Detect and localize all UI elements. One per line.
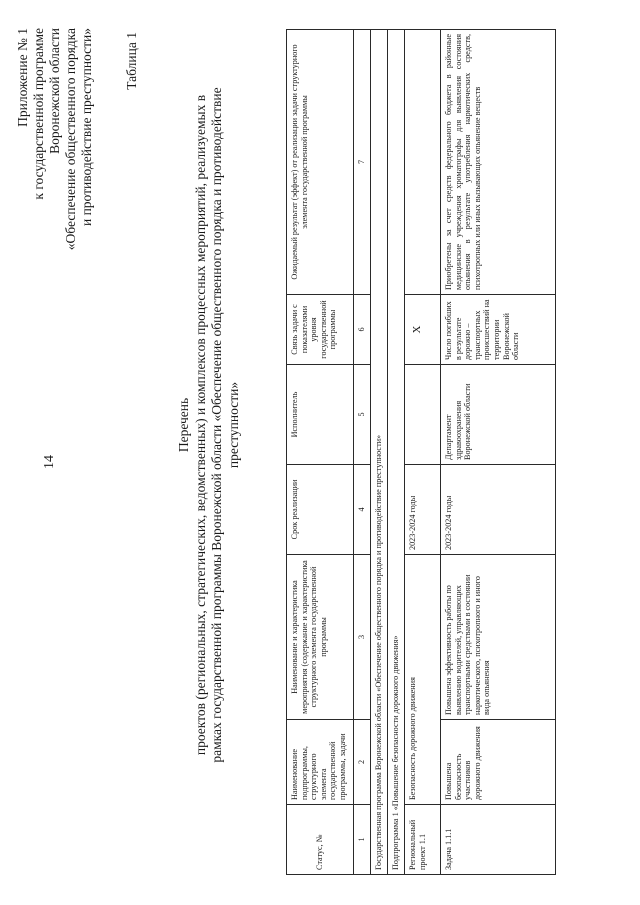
project-name: Безопасность дорожного движения: [405, 555, 441, 805]
title-heading: Перечень: [176, 397, 191, 453]
project-term: 2023-2024 годы: [405, 465, 441, 555]
task-result: Приобретены за счет средств федерального бюджета в районные медицинские учреждения хроматографы для выявления состояния опьянения в результате употребления наркотических средств, психотропных или иных вызывающих опьянение веществ: [441, 30, 556, 295]
header-name: Наименование подпрограммы, структурного элемента государственной программы, задачи: [287, 720, 354, 805]
subprogram-title: Подпрограмма 1 «Повышение безопасности дорожного движения»: [388, 30, 405, 875]
appendix-line: «Обеспечение общественного порядка: [63, 28, 78, 251]
appendix-line: и противодействие преступности»: [79, 28, 94, 227]
project-executor: [405, 365, 441, 465]
program-row: [371, 30, 388, 875]
project-status: Региональный проект 1.1: [405, 805, 441, 875]
column-number: 4: [354, 465, 371, 555]
task-measure: Повышена эффективность работы по выявлению водителей, управляющих транспортными средствами в состоянии наркотического, психотропного и иного вида опьянения: [441, 555, 556, 720]
subprogram-row: [388, 30, 405, 875]
column-number: 6: [354, 295, 371, 365]
task-name: Повышена безопасность участников дорожного движения: [441, 720, 556, 805]
table-header-row: [287, 30, 354, 875]
table-label: Таблица 1: [124, 32, 139, 90]
header-link: Связь задачи с показателями уровня государственной программы: [287, 295, 354, 365]
header-status: Статус, №: [287, 805, 354, 875]
page-number: 14: [42, 455, 57, 469]
column-number: 7: [354, 30, 371, 295]
task-status: Задача 1.1.1: [441, 805, 556, 875]
appendix-line: Воронежской области: [47, 28, 62, 154]
column-number: 3: [354, 555, 371, 720]
task-executor: Департамент здравоохранения Воронежской области: [441, 365, 556, 465]
task-row: [441, 30, 556, 875]
header-measure: Наименование и характеристика мероприятия (содержание и характеристика структурного элемента государственной программы: [287, 555, 354, 720]
appendix-header: [15, 28, 95, 468]
appendix-line: к государственной программе: [31, 28, 46, 200]
task-term: 2023-2024 годы: [441, 465, 556, 555]
project-link: X: [405, 295, 441, 365]
column-number: 5: [354, 365, 371, 465]
title-line: рамках государственной программы Воронежской области «Обеспечение общественного порядка и противодействие: [209, 87, 224, 763]
project-result: [405, 30, 441, 295]
title-line: преступности»: [225, 381, 241, 469]
document-title: [176, 35, 242, 815]
project-row: [405, 30, 441, 875]
column-number: 1: [354, 805, 371, 875]
header-executor: Исполнитель: [287, 365, 354, 465]
task-link: Число погибших в результате дорожно – транспортных происшествий на территории Воронежской области: [441, 295, 556, 365]
appendix-line: Приложение № 1: [15, 28, 30, 127]
title-line: проектов (региональных, стратегических, ведомственных) и комплексов процессных мероприятий, реализуемых в: [192, 94, 208, 756]
column-number: 2: [354, 720, 371, 805]
measures-table: [286, 29, 556, 875]
program-title: Государственная программа Воронежской области «Обеспечение общественного порядка и противодействие преступности»: [371, 30, 388, 875]
header-term: Срок реализации: [287, 465, 354, 555]
header-result: Ожидаемый результат (эффект) от реализации задачи структурного элемента государственной программы: [287, 30, 354, 295]
column-number-row: [354, 30, 371, 875]
